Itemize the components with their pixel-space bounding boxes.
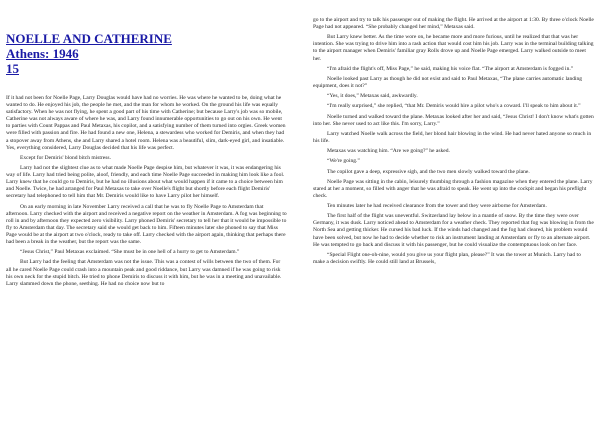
paragraph: The first half of the flight was uneventful. Switzerland lay below in a mantle of snow. By the time they were over Germany, it was dusk. Larry noticed ahead to Amsterdam for a weather check. They reported that fog was blowing in from the North Sea and getting thicker. He cursed his bad luck. If the winds had changed and the fog had cleared, his problem would have been solved, but now he had to decide whether to risk an instrument landing at Amsterdam or fly to an alternate airport. He was tempted to go back and discuss it with his passenger, but he could visualize the contemptuous look on her face. [313,213,594,248]
paragraph: “We're going.” [327,158,360,165]
paragraph: But Larry had the feeling that Amsterdam was not the issue. This was a contest of wills between the two of them. For all he cared Noelle Page could crash into a mountain peak and good riddance, but Larry was damned if he was going to risk his own neck for the stupid bitch. He tried to phone Demiris to discuss it with him, but he was in a meeting and unavailable. Larry slammed down the phone, seething. He had no choice now but to [6,259,282,287]
paragraph: Noelle turned and walked toward the plane. Metaxas looked after her and said, “Jesus Christ! I don't know what's gotten into her. She never used to act like this. I'm sorry, Larry.” [313,113,594,127]
paragraph: “Special Flight one-oh-nine, would you give us your flight plan, please?” It was the tower at Munich. Larry had to make a decision swiftly. He could still land at Brussels, [313,251,581,265]
paragraph: Noelle Page was sitting in the cabin, leisurely thumbing through a fashion magazine when they entered the plane. Larry stared at her a moment, so filled with anger that he was afraid to speak. He went up into the cockpit and began his preflight check. [313,178,593,199]
paragraph: Metaxas was watching him. “Are we going?” he asked. [327,148,450,155]
paragraph: go to the airport and try to talk his passenger out of making the flight. He arrived at the airport at 1:30. By three o'clock Noelle Page had not appeared. “She probably changed her mind,” Metaxas said. [313,17,594,31]
chapter-number: 15 [6,61,19,76]
paragraph: The copilot gave a deep, expressive sigh, and the two men slowly walked toward the plane. [327,168,530,175]
chapter-title: NOELLE AND CATHERINE [6,31,172,46]
paragraph: Larry had not the slightest clue as to what made Noelle Page despise him, but whatever it was, it was endangering his way of life. Larry had tried being polite, aloof, friendly, and each time Noelle Page succeeded in making him look like a fool. Larry knew that he could go to Demiris, but he had no illusions about what would happen if it came to a choice between him and Noelle. Twice, he had arranged for Paul Metaxas to take over Noelle's flight but shortly before each flight Demiris' secretary had telephoned to tell him that Mr. Demiris would like to have Larry pilot her himself. [6,165,285,200]
paragraph: “Jesus Christ,” Paul Metaxas exclaimed. “She must be in one hell of a hurry to get to Amsterdam.” [20,249,240,256]
paragraph: But Larry knew better. As the time wore on, he became more and more furious, until he realized that that was her intention. She was trying to drive him into a rash action that would cost him his job. Larry was in the terminal building talking to the airport manager when Demiris' familiar gray Rolls drove up and Noelle Page emerged. Larry walked outside to meet her. [313,34,594,62]
paragraph: Except for Demiris' blond bitch mistress. [20,154,111,161]
right-column [313,17,594,269]
chapter-subtitle: Athens: 1946 [6,46,79,61]
paragraph: Noelle looked past Larry as though he did not exist and said to Paul Metaxas, “The plane carries automatic landing equipment, does it not?” [313,75,583,90]
paragraph: “I'm afraid the flight's off, Miss Page,” he said, making his voice flat. “The airport at Amsterdam is fogged in.” [327,65,574,72]
paragraph: Ten minutes later he had received clearance from the tower and they were airborne for Amsterdam. [327,203,547,210]
chapter-heading [6,31,287,76]
paragraph: “Yes, it does,” Metaxas said, awkwardly. [327,93,418,100]
paragraph: On an early morning in late November Larry received a call that he was to fly Noelle Page to Amsterdam that afternoon. Larry checked with the airport and received a negative report on the weather in Amsterdam. A fog was beginning to roll in and by afternoon they expected zero visibility. Larry phoned Demiris' secretary to tell her that it would be impossible to fly to Amsterdam that day. The secretary said she would get back to him. Fifteen minutes later she phoned to say that Miss Page would be at the airport at two o'clock, ready to take off. Larry checked with the airport again, thinking that perhaps there had been a break in the weather, but the report was the same. [6,203,287,246]
paragraph: “I'm really surprised,” she replied, “that Mr. Demiris would hire a pilot who's a coward. I'll speak to him about it.” [327,103,581,110]
paragraph: If it had not been for Noelle Page, Larry Douglas would have had no worries. He was where he wanted to be, doing what he wanted to do. He enjoyed his job, the people he met, and the man for whom he worked. On the ground his life was equally satisfactory. When he was not flying, he spent a good part of his time with Catherine; but because Larry's job was so mobile, Catherine was not always aware of where he was, and Larry found innumerable opportunities to go out on his own. He went to parties with Count Pappas and Paul Metaxas, his copilot, and a satisfying number of them turned into orgies. Greek women were filled with passion and fire. He had found a new one, Helena, a stewardess who worked for Demiris, and when they had a stopover away from Athens, she and Larry shared a hotel room. Helena was a beautiful, slim, dark-eyed girl, and insatiable. Yes, everything considered, Larry Douglas decided that his life was perfect. [6,95,286,151]
paragraph: Larry watched Noelle walk across the field, her blond hair blowing in the wind. He had never hated anyone so much in his life. [313,130,592,144]
left-column [6,0,287,291]
